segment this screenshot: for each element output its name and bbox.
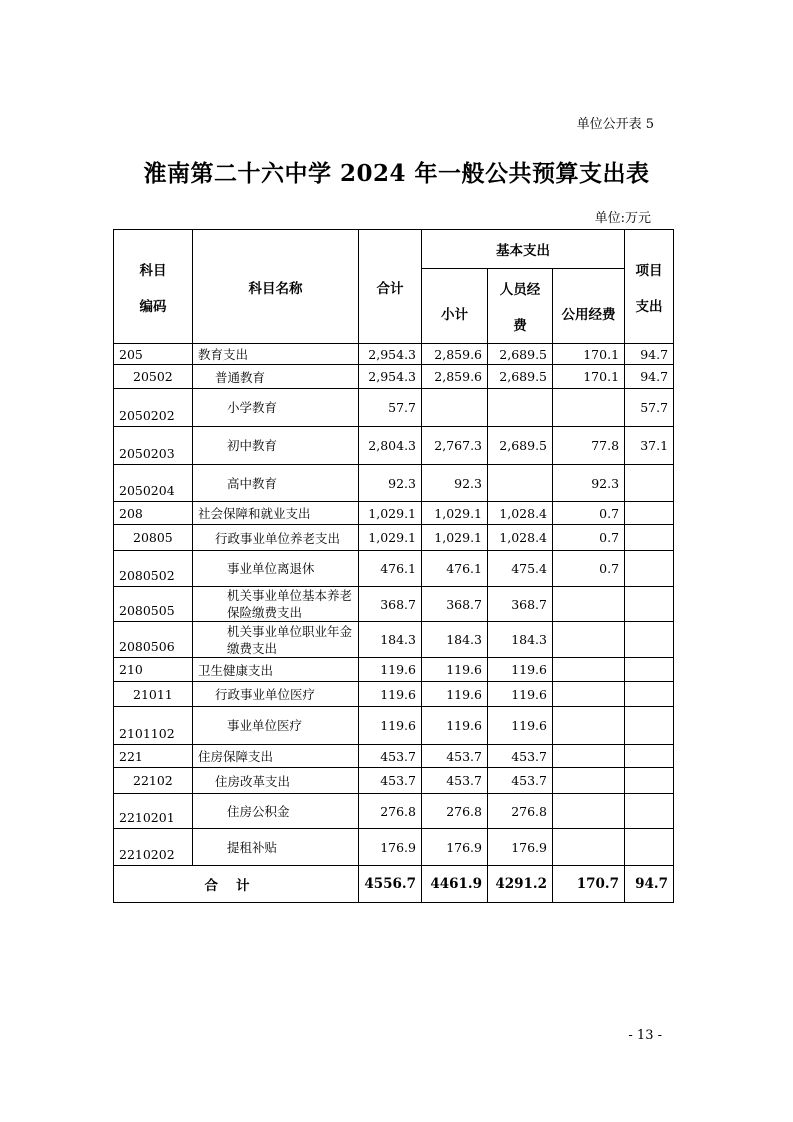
row-public: 0.7: [553, 525, 625, 551]
header-row-1: [114, 230, 674, 269]
table-row: [114, 745, 674, 768]
row-name: 小学教育: [193, 389, 359, 427]
page-title: 淮南第二十六中学 2024 年一般公共预算支出表: [143, 160, 650, 187]
header-project-line2: 支出: [635, 298, 663, 315]
row-name: 行政事业单位医疗: [193, 682, 359, 707]
row-personnel: 119.6: [488, 707, 553, 745]
table-row: [114, 465, 674, 502]
unit-label: 单位:万元: [594, 211, 651, 226]
table-row: [114, 658, 674, 682]
total-label: 合计: [114, 866, 359, 903]
header-code: [114, 230, 193, 344]
header-personnel-line2: 费: [513, 318, 527, 334]
row-total: 453.7: [359, 745, 422, 768]
row-personnel: 2,689.5: [488, 344, 553, 365]
row-project: [625, 465, 674, 502]
table-row: [114, 794, 674, 829]
total-amount: 4556.7: [359, 866, 422, 903]
table-row: [114, 829, 674, 866]
row-project: [625, 707, 674, 745]
table-row: [114, 622, 674, 658]
row-name: 机关事业单位基本养老保险缴费支出: [193, 587, 359, 622]
row-name: 教育支出: [193, 344, 359, 365]
row-project: [625, 829, 674, 866]
row-subtotal: 1,029.1: [422, 502, 488, 525]
row-public: [553, 794, 625, 829]
row-subtotal: 176.9: [422, 829, 488, 866]
total-project: 94.7: [625, 866, 674, 903]
row-subtotal: 119.6: [422, 707, 488, 745]
row-public: [553, 682, 625, 707]
header-basic-expenditure: 基本支出: [422, 230, 625, 269]
header-code-line2: 编码: [139, 298, 167, 315]
row-name: 社会保障和就业支出: [193, 502, 359, 525]
header-public: 公用经费: [553, 269, 625, 344]
row-subtotal: 1,029.1: [422, 525, 488, 551]
row-name: 普通教育: [193, 365, 359, 389]
row-personnel: 184.3: [488, 622, 553, 658]
header-project-line1: 项目: [635, 262, 663, 279]
table-row: [114, 587, 674, 622]
row-total: 368.7: [359, 587, 422, 622]
row-project: [625, 551, 674, 587]
row-personnel: 1,028.4: [488, 502, 553, 525]
header-project: [625, 230, 674, 344]
row-subtotal: [422, 389, 488, 427]
row-code: 2210202: [114, 829, 193, 866]
row-name: 提租补贴: [193, 829, 359, 866]
row-project: [625, 768, 674, 794]
row-code: 20502: [114, 365, 193, 389]
form-number: 单位公开表 5: [576, 117, 654, 132]
row-project: 94.7: [625, 344, 674, 365]
row-project: [625, 682, 674, 707]
row-public: 170.1: [553, 365, 625, 389]
row-total: 92.3: [359, 465, 422, 502]
row-code: 2050203: [114, 427, 193, 465]
row-code: 210: [114, 658, 193, 682]
row-personnel: 453.7: [488, 768, 553, 794]
total-personnel: 4291.2: [488, 866, 553, 903]
row-subtotal: 276.8: [422, 794, 488, 829]
row-name: 事业单位医疗: [193, 707, 359, 745]
row-subtotal: 2,859.6: [422, 344, 488, 365]
table-row: [114, 525, 674, 551]
table-row: [114, 707, 674, 745]
row-subtotal: 453.7: [422, 768, 488, 794]
total-subtotal: 4461.9: [422, 866, 488, 903]
row-public: [553, 389, 625, 427]
row-personnel: [488, 389, 553, 427]
row-project: [625, 502, 674, 525]
row-personnel: 119.6: [488, 682, 553, 707]
row-personnel: 368.7: [488, 587, 553, 622]
row-subtotal: 2,859.6: [422, 365, 488, 389]
row-total: 1,029.1: [359, 525, 422, 551]
row-code: 2210201: [114, 794, 193, 829]
row-code: 2050204: [114, 465, 193, 502]
row-total: 119.6: [359, 707, 422, 745]
row-code: 2101102: [114, 707, 193, 745]
row-project: [625, 622, 674, 658]
row-personnel: 2,689.5: [488, 365, 553, 389]
row-name: 住房保障支出: [193, 745, 359, 768]
row-total: 453.7: [359, 768, 422, 794]
table-row: [114, 427, 674, 465]
row-personnel: 276.8: [488, 794, 553, 829]
row-project: 37.1: [625, 427, 674, 465]
row-total: 2,804.3: [359, 427, 422, 465]
row-subtotal: 453.7: [422, 745, 488, 768]
row-name: 高中教育: [193, 465, 359, 502]
row-total: 2,954.3: [359, 344, 422, 365]
row-subtotal: 368.7: [422, 587, 488, 622]
row-code: 2080505: [114, 587, 193, 622]
row-total: 2,954.3: [359, 365, 422, 389]
row-personnel: 176.9: [488, 829, 553, 866]
row-code: 2080502: [114, 551, 193, 587]
row-project: 57.7: [625, 389, 674, 427]
row-subtotal: 92.3: [422, 465, 488, 502]
row-public: [553, 768, 625, 794]
table-row: [114, 768, 674, 794]
table-row: [114, 502, 674, 525]
row-personnel: 475.4: [488, 551, 553, 587]
row-code: 22102: [114, 768, 193, 794]
table-row: [114, 682, 674, 707]
row-name: 住房公积金: [193, 794, 359, 829]
row-total: 1,029.1: [359, 502, 422, 525]
table-row: [114, 344, 674, 365]
page-number: - 13 -: [628, 1028, 662, 1043]
row-personnel: 2,689.5: [488, 427, 553, 465]
row-code: 208: [114, 502, 193, 525]
row-name: 住房改革支出: [193, 768, 359, 794]
row-personnel: 119.6: [488, 658, 553, 682]
row-project: [625, 745, 674, 768]
header-subtotal: 小计: [422, 269, 488, 344]
row-subtotal: 119.6: [422, 658, 488, 682]
row-public: [553, 658, 625, 682]
row-total: 184.3: [359, 622, 422, 658]
row-project: [625, 794, 674, 829]
row-total: 57.7: [359, 389, 422, 427]
row-project: [625, 658, 674, 682]
row-code: 20805: [114, 525, 193, 551]
row-personnel: 453.7: [488, 745, 553, 768]
table-row: [114, 389, 674, 427]
table-row: [114, 551, 674, 587]
row-project: [625, 587, 674, 622]
row-personnel: [488, 465, 553, 502]
header-code-line1: 科目: [139, 262, 167, 279]
row-public: 0.7: [553, 551, 625, 587]
header-total: 合计: [359, 230, 422, 344]
row-name: 卫生健康支出: [193, 658, 359, 682]
row-total: 119.6: [359, 682, 422, 707]
header-personnel: [488, 269, 553, 344]
row-code: 2050202: [114, 389, 193, 427]
row-public: [553, 622, 625, 658]
header-personnel-line1: 人员经: [499, 282, 541, 298]
row-subtotal: 476.1: [422, 551, 488, 587]
row-total: 276.8: [359, 794, 422, 829]
row-name: 初中教育: [193, 427, 359, 465]
row-public: [553, 587, 625, 622]
row-name: 行政事业单位养老支出: [193, 525, 359, 551]
row-public: [553, 829, 625, 866]
row-public: [553, 745, 625, 768]
row-subtotal: 184.3: [422, 622, 488, 658]
row-public: 77.8: [553, 427, 625, 465]
row-code: 21011: [114, 682, 193, 707]
row-total: 119.6: [359, 658, 422, 682]
row-total: 476.1: [359, 551, 422, 587]
header-name: 科目名称: [193, 230, 359, 344]
budget-expenditure-table: [113, 229, 674, 903]
row-name: 事业单位离退休: [193, 551, 359, 587]
row-code: 221: [114, 745, 193, 768]
total-public: 170.7: [553, 866, 625, 903]
row-name: 机关事业单位职业年金缴费支出: [193, 622, 359, 658]
row-public: [553, 707, 625, 745]
row-project: [625, 525, 674, 551]
row-public: 0.7: [553, 502, 625, 525]
table-row: [114, 365, 674, 389]
row-public: 170.1: [553, 344, 625, 365]
row-code: 2080506: [114, 622, 193, 658]
row-personnel: 1,028.4: [488, 525, 553, 551]
row-total: 176.9: [359, 829, 422, 866]
total-row: [114, 866, 674, 903]
row-code: 205: [114, 344, 193, 365]
row-project: 94.7: [625, 365, 674, 389]
row-subtotal: 119.6: [422, 682, 488, 707]
row-subtotal: 2,767.3: [422, 427, 488, 465]
row-public: 92.3: [553, 465, 625, 502]
